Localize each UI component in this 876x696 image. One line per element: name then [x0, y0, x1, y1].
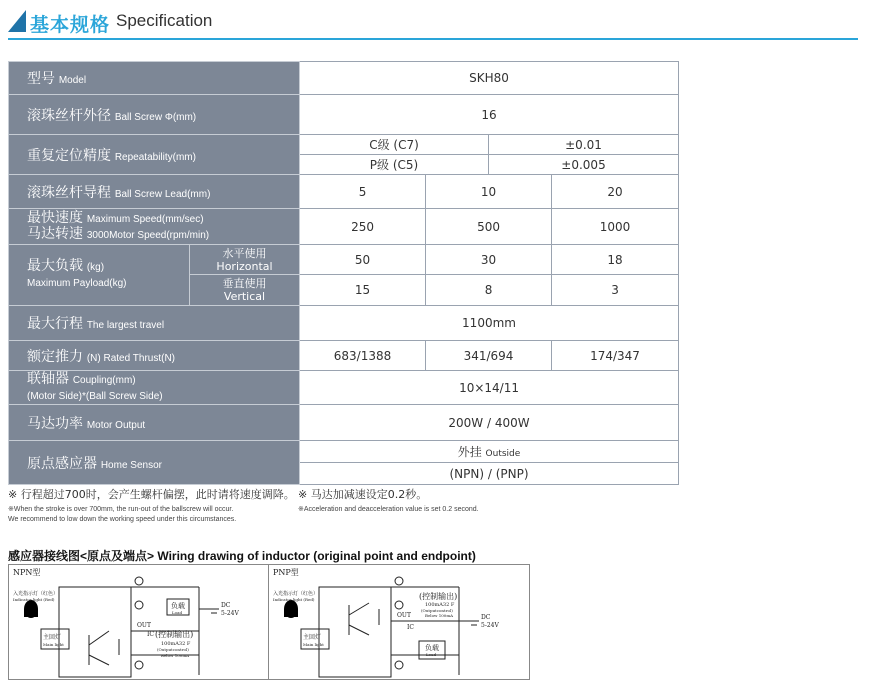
- note-accel-small: ※Acceleration and deacceleration value is set 0.2 second.: [298, 506, 479, 513]
- npn-plus-terminal-icon: [135, 577, 143, 585]
- npn-control: (控制输出): [155, 630, 194, 639]
- label-horizontal: 水平使用 Horizontal: [190, 245, 300, 275]
- row-speed: [9, 209, 679, 245]
- note-accel: [298, 486, 598, 515]
- value-model: SKH80: [300, 62, 679, 95]
- pnp-main-light-en: Main light: [303, 642, 324, 647]
- npn-out: OUT: [137, 622, 151, 629]
- value-travel: 1100mm: [300, 306, 679, 341]
- value-vertical-2: 8: [426, 275, 552, 306]
- pnp-indicator-text: 入光指示灯（红色）: [273, 591, 319, 597]
- wiring-title: 感应器接线图<原点及端点> Wiring drawing of inductor (original point and endpoint): [8, 549, 476, 563]
- pnp-dc-v: 5-24V: [481, 622, 499, 629]
- pnp-control-spec: 100mA32 F: [425, 602, 455, 608]
- value-thrust-1: 683/1388: [300, 341, 426, 371]
- header-title-cn: 基本规格: [30, 14, 111, 36]
- value-grade-c5: P级 (C5): [300, 155, 489, 175]
- npn-label: NPN型: [13, 568, 41, 577]
- section-header: [8, 8, 860, 42]
- row-ball-screw-dia: [9, 95, 679, 135]
- note-stroke: [8, 486, 298, 525]
- npn-ic: IC: [147, 631, 154, 638]
- note-stroke-main: ※ 行程超过700时，会产生螺杆偏摆，此时请将速度调降。: [8, 488, 295, 501]
- label-coupling: 联轴器 Coupling(mm) (Motor Side)*(Ball Screw Side): [9, 371, 300, 405]
- label-home: 原点感应器 Home Sensor: [9, 441, 300, 485]
- pnp-circuit-icon: [269, 565, 531, 681]
- label-repeatability: 重复定位精度 Repeatability(mm): [9, 135, 300, 175]
- header-triangle-icon: [8, 10, 26, 32]
- value-grade-c7: C级 (C7): [300, 135, 489, 155]
- pnp-dc: DC: [481, 614, 491, 621]
- npn-control-en: (Outputcontrol): [157, 647, 189, 652]
- pnp-below: Below 100mA: [425, 613, 454, 618]
- note-stroke-small: ※When the stroke is over 700mm, the run-out of the ballscrew will occur. We recommend to low down the working speed under this circumstances.: [8, 506, 237, 523]
- npn-load-en: Load: [172, 610, 183, 615]
- pnp-minus-terminal-icon: [395, 661, 403, 669]
- npn-main-light-en: Main light: [43, 642, 64, 647]
- value-thrust-3: 174/347: [552, 341, 679, 371]
- label-lead: 滚珠丝杆导程 Ball Screw Lead(mm): [9, 175, 300, 209]
- label-ball-screw-dia: 滚珠丝杆外径 Ball Screw Φ(mm): [9, 95, 300, 135]
- value-speed-2: 500: [426, 209, 552, 245]
- row-repeatability-1: [9, 135, 679, 155]
- value-repeat-c5: ±0.005: [489, 155, 679, 175]
- value-coupling: 10×14/11: [300, 371, 679, 405]
- npn-circuit-icon: [9, 565, 271, 681]
- npn-below: Below 100mA: [161, 653, 190, 658]
- header-underline: [8, 38, 858, 40]
- pnp-out: OUT: [397, 612, 411, 619]
- spec-table: [8, 61, 679, 485]
- npn-indicator-en: Indicator light (Red): [13, 597, 55, 602]
- npn-control-spec: 100mA32 F: [161, 641, 191, 647]
- pnp-ic: IC: [407, 624, 414, 631]
- row-model: [9, 62, 679, 95]
- label-thrust: 额定推力 (N) Rated Thrust(N): [9, 341, 300, 371]
- label-travel: 最大行程 The largest travel: [9, 306, 300, 341]
- label-model: 型号 Model: [9, 62, 300, 95]
- value-motor: 200W / 400W: [300, 405, 679, 441]
- pnp-load-en: Load: [426, 652, 437, 657]
- value-vertical-1: 15: [300, 275, 426, 306]
- pnp-indicator-en: Indicator light (Red): [273, 597, 315, 602]
- row-motor: [9, 405, 679, 441]
- pnp-load: 负载: [425, 644, 439, 652]
- npn-load: 负载: [171, 602, 185, 610]
- npn-indicator-text: 入光指示灯（红色）: [13, 591, 59, 597]
- pnp-terminal-1-icon: [395, 601, 403, 609]
- pnp-diagram: [268, 564, 530, 680]
- value-horizontal-1: 50: [300, 245, 426, 275]
- row-lead: [9, 175, 679, 209]
- pnp-control: (控制输出): [419, 592, 458, 601]
- pnp-plus-terminal-icon: [395, 577, 403, 585]
- row-coupling: [9, 371, 679, 405]
- npn-dc-v: 5-24V: [221, 610, 239, 617]
- value-speed-3: 1000: [552, 209, 679, 245]
- npn-minus-terminal-icon: [135, 661, 143, 669]
- label-motor: 马达功率 Motor Output: [9, 405, 300, 441]
- label-vertical: 垂直使用 Vertical: [190, 275, 300, 306]
- value-lead-1: 5: [300, 175, 426, 209]
- label-speed: 最快速度 Maximum Speed(mm/sec) 马达转速 3000Motor Speed(rpm/min): [9, 209, 300, 245]
- npn-main-light: 主回灯: [43, 634, 62, 641]
- value-lead-2: 10: [426, 175, 552, 209]
- note-accel-main: ※ 马达加减速设定0.2秒。: [298, 488, 428, 501]
- pnp-control-en: (Outputcontrol): [421, 608, 453, 613]
- value-lead-3: 20: [552, 175, 679, 209]
- value-horizontal-3: 18: [552, 245, 679, 275]
- npn-diagram: [8, 564, 270, 680]
- value-home-1: 外挂 Outside: [300, 441, 679, 463]
- value-home-2: (NPN) / (PNP): [300, 463, 679, 485]
- value-horizontal-2: 30: [426, 245, 552, 275]
- npn-dc: DC: [221, 602, 231, 609]
- value-speed-1: 250: [300, 209, 426, 245]
- value-vertical-3: 3: [552, 275, 679, 306]
- value-repeat-c7: ±0.01: [489, 135, 679, 155]
- pnp-label: PNP型: [273, 568, 299, 577]
- pnp-main-light: 主回灯: [303, 634, 322, 641]
- npn-terminal-1-icon: [135, 601, 143, 609]
- value-thrust-2: 341/694: [426, 341, 552, 371]
- row-travel: [9, 306, 679, 341]
- value-ball-screw-dia: 16: [300, 95, 679, 135]
- header-title-en: Specification: [116, 11, 213, 30]
- label-payload: 最大负载 (kg) Maximum Payload(kg): [9, 245, 190, 306]
- row-thrust: [9, 341, 679, 371]
- row-home-1: [9, 441, 679, 463]
- row-payload-horizontal: [9, 245, 679, 275]
